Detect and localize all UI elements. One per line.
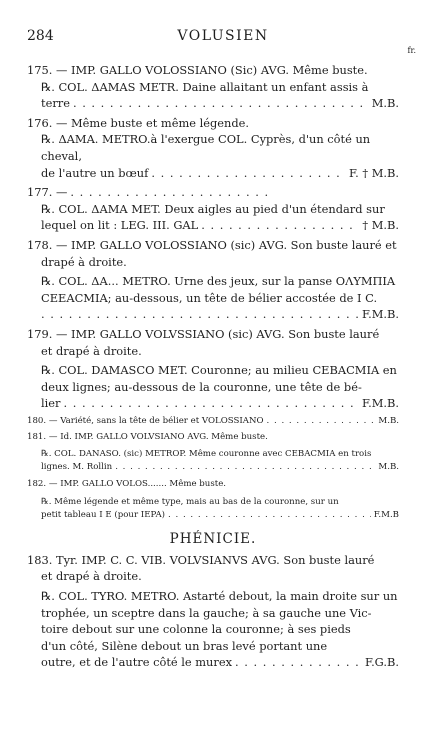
- entry-177-obverse: [27, 184, 277, 201]
- entry-179-reverse-line2: deux lignes; au-dessous de la couronne, une tête de bé-: [41, 379, 362, 394]
- entry-175-obverse: 175. — IMP. GALLO VOLOSSIANO (Sic) AVG. Même buste.: [27, 63, 368, 77]
- section-title: PHÉNICIE.: [169, 530, 257, 547]
- leader-dots: [267, 415, 376, 428]
- entry-183-grade: F.G.B.: [364, 655, 399, 670]
- leader-dots: [168, 509, 371, 522]
- entry-178-obverse-line2: drapé à droite.: [41, 254, 127, 269]
- entry-181-grade: M.B.: [378, 462, 399, 473]
- entry-178-reverse-line2: CEEACMIA; au-dessous, un tête de bélier accostée de I C.: [41, 290, 378, 305]
- entry-175-reverse-text: terre: [41, 96, 70, 111]
- entry-183-obverse-line1: 183. Tyr. IMP. C. C. VIB. VOLVSIANVS AVG. Son buste lauré: [27, 552, 375, 567]
- leader-dots: [73, 95, 369, 112]
- entry-183-reverse-line4: d'un côté, Silène debout un bras levé portant une: [41, 638, 328, 653]
- page-number: 284: [27, 28, 54, 44]
- entry-179-obverse-line2: et drapé à droite.: [41, 343, 142, 358]
- entry-179-reverse-text: lier: [41, 396, 61, 411]
- entry-181-reverse-text: lignes. M. Rollin: [41, 462, 113, 473]
- entry-175-reverse-line2: [27, 95, 399, 112]
- leader-dots: [63, 395, 358, 412]
- leader-dots: [151, 165, 346, 182]
- entry-182-obverse: 182. — IMP. GALLO VOLOS....... Même buste.: [27, 478, 227, 489]
- entry-176-obverse: 176. — Même buste et même légende.: [27, 115, 250, 130]
- entry-178-reverse-line3: [27, 306, 399, 323]
- entry-183-obverse-line2: et drapé à droite.: [41, 569, 142, 584]
- entry-181-reverse-line1: ℞. COL. DANASO. (sic) METROP. Même couronne avec CEBACMIA en trois: [41, 448, 372, 459]
- entry-183-reverse-line3: toire debout sur une colonne la couronne; à ses pieds: [41, 622, 351, 637]
- page-header: [0, 28, 446, 55]
- entry-179-reverse-line3: [27, 395, 399, 412]
- entry-176: [27, 115, 399, 181]
- leader-dots: [115, 461, 375, 474]
- entry-177-reverse-line1: ℞. COL. ΔAMA MET. Deux aigles au pied d'un étendard sur: [41, 201, 385, 216]
- running-title: VOLUSIEN: [177, 28, 269, 44]
- entry-176-reverse-text: de l'autre un bœuf: [41, 165, 149, 180]
- entry-182-reverse-text: petit tableau I E (pour IEPA): [41, 510, 166, 521]
- entry-179-obverse-line1: 179. — IMP. GALLO VOLVSSIANO (sic) AVG. Son buste lauré: [27, 326, 380, 341]
- entry-177-reverse-text: lequel on lit : LEG. III. GAL: [41, 218, 199, 233]
- entry-182-reverse-line2: [27, 509, 399, 522]
- leader-dots: [235, 654, 362, 671]
- entry-177-reverse-line2: [27, 217, 399, 234]
- entry-181-reverse-line2: [27, 461, 399, 474]
- leader-dots: [70, 184, 274, 201]
- entry-178-obverse-line1: 178. — IMP. GALLO VOLOSSIANO (sic) AVG. Son buste lauré et: [27, 237, 397, 252]
- entry-179-reverse-line1: ℞. COL. DAMASCO MET. Couronne; au milieu CEBACMIA en: [41, 363, 397, 378]
- entry-178-grade: F.M.B.: [361, 307, 399, 322]
- entry-182-reverse-line1: ℞. Même légende et même type, mais au bas de la couronne, sur un: [41, 496, 339, 507]
- entry-183: [27, 552, 399, 671]
- entry-180-grade: M.B.: [378, 415, 399, 426]
- entry-178-reverse-line1: ℞. COL. ΔA... METRO. Urne des jeux, sur la panse ΟΛΥΜΠΙΑ: [41, 274, 396, 289]
- entry-183-reverse-line5: [27, 654, 399, 671]
- entry-183-reverse-text: outre, et de l'autre côté le murex: [41, 655, 233, 670]
- entry-175-grade: M.B.: [371, 96, 399, 111]
- entry-183-reverse-line1: ℞. COL. TYRO. METRO. Astarté debout, la main droite sur un: [41, 588, 398, 603]
- entry-182-grade: F.M.B: [373, 510, 399, 521]
- entry-178: [27, 237, 399, 323]
- entry-176-reverse-line2: [27, 165, 399, 182]
- entry-181: [27, 431, 399, 474]
- entry-176-grade: F. † M.B.: [349, 165, 399, 180]
- entry-182: [27, 478, 399, 523]
- entry-179: [27, 326, 399, 412]
- entry-177-grade: † M.B.: [362, 218, 399, 233]
- entry-179-grade: F.M.B.: [361, 396, 399, 411]
- margin-mark: fr.: [407, 46, 416, 55]
- leader-dots: [201, 217, 359, 234]
- entry-177: [27, 184, 399, 234]
- entry-181-obverse: 181. — Id. IMP. GALLO VOLVSIANO AVG. Même buste.: [27, 432, 268, 443]
- entry-177-number: 177. —: [27, 185, 68, 200]
- entry-176-reverse-line1: ℞. ΔAMA. METRO.à l'exergue COL. Cyprès, d'un côté un cheval,: [41, 132, 371, 163]
- leader-dots: [41, 306, 359, 323]
- catalogue-body: [27, 62, 399, 671]
- entry-180: [27, 415, 399, 428]
- entry-183-reverse-line2: trophée, un sceptre dans la gauche; à sa gauche une Vic-: [41, 605, 372, 620]
- entry-175-reverse-line1: ℞. COL. ΔAMAS METR. Daine allaitant un enfant assis à: [41, 79, 369, 94]
- entry-180-text: 180. — Variété, sans la tête de bélier et VOLOSSIANO: [27, 415, 264, 426]
- entry-175: [27, 62, 399, 112]
